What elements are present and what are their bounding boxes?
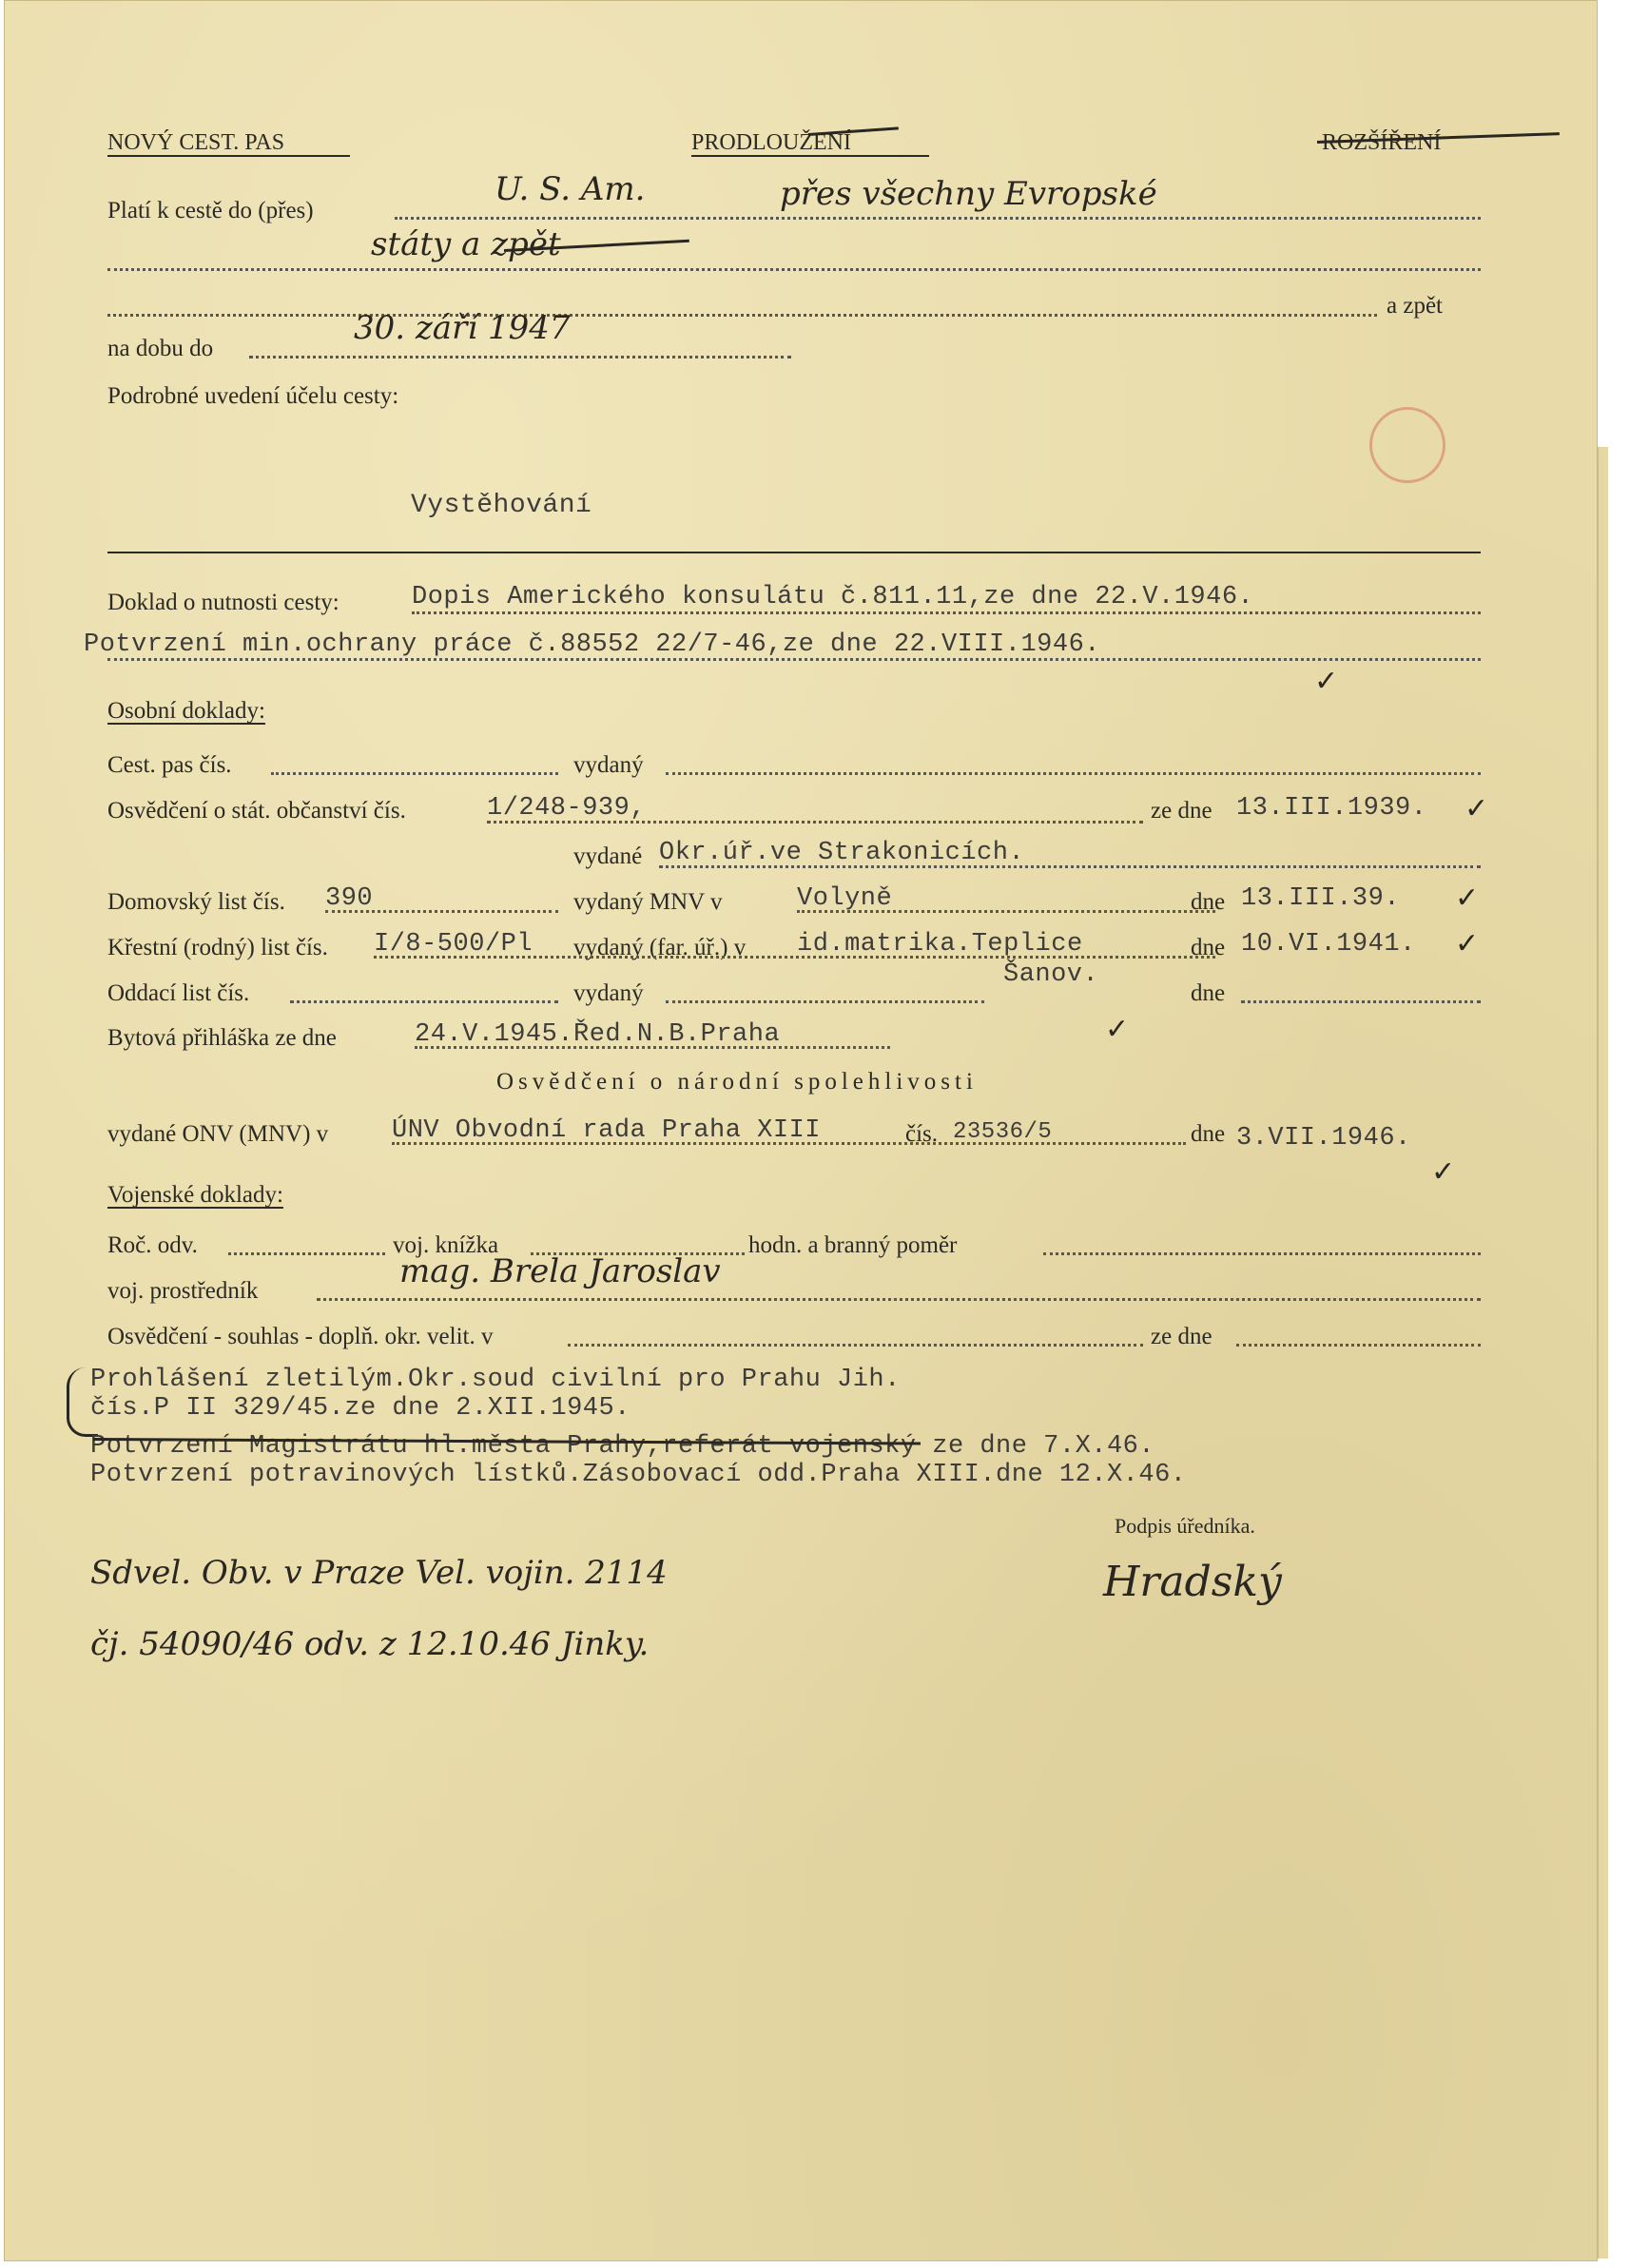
marriage-date-label: dne	[1191, 980, 1226, 1006]
military-heading: Vojenské doklady:	[107, 1182, 283, 1208]
dotted-line	[317, 1298, 1481, 1301]
necessity-line-1: Dopis Amerického konsulátu č.811.11,ze dne 22.V.1946.	[412, 583, 1254, 611]
baptism-date: 10.VI.1941.	[1241, 930, 1416, 959]
dotted-line	[392, 1142, 1186, 1145]
domicile-label: Domovský list čís.	[107, 889, 285, 915]
dotted-line	[374, 956, 1215, 959]
domicile-date-label: dne	[1191, 889, 1226, 915]
military-book-label: voj. knížka	[393, 1232, 499, 1258]
remark-line-1: Prohlášení zletilým.Okr.soud civilní pro Prahu Jih.	[90, 1366, 901, 1394]
domicile-no: 390	[325, 884, 374, 913]
residence-value: 24.V.1945.Řed.N.B.Praha	[415, 1020, 781, 1049]
reliability-heading: Osvědčení o národní spolehlivosti	[496, 1069, 978, 1095]
dotted-line	[271, 772, 558, 775]
header-underline-1	[107, 155, 350, 157]
check-mark: ✓	[1455, 927, 1480, 960]
domicile-date: 13.III.39.	[1241, 884, 1401, 913]
handwritten-destination: U. S. Am.	[495, 170, 646, 208]
header-new-passport: NOVÝ CEST. PAS	[107, 130, 285, 155]
check-mark: ✓	[1455, 882, 1480, 915]
marriage-label: Oddací list čís.	[107, 980, 250, 1006]
citizenship-label: Osvědčení o stát. občanství čís.	[107, 798, 406, 824]
handwritten-note-1: Sdvel. Obv. v Praze Vel. vojin. 2114	[90, 1554, 668, 1592]
issued-far-label: vydaný (far. úř.) v	[573, 935, 747, 960]
issued-f-label: vydané	[573, 843, 643, 869]
header-extension: PRODLOUŽENÍ	[691, 130, 851, 155]
paper-edge	[1598, 447, 1608, 2258]
dotted-line	[107, 314, 1377, 317]
dotted-line	[325, 910, 558, 913]
issued-mnv-label: vydaný MNV v	[573, 889, 723, 915]
dotted-line	[797, 910, 1215, 913]
check-mark: ✓	[1431, 1155, 1456, 1189]
issued-label: vydaný	[573, 752, 644, 778]
onv-date: 3.VII.1946.	[1236, 1124, 1411, 1153]
dotted-line	[412, 611, 1481, 614]
onv-label: vydané ONV (MNV) v	[107, 1121, 329, 1147]
dotted-line	[415, 1046, 890, 1049]
dotted-line	[1241, 1000, 1481, 1003]
remark-line-3: Potvrzení Magistrátu hl.města Prahy,referát vojenský ze dne 7.X.46.	[90, 1432, 1155, 1461]
citizenship-no: 1/248-939,	[487, 794, 647, 823]
passport-no-label: Cest. pas čís.	[107, 752, 232, 778]
onv-value: ÚNV Obvodní rada Praha XIII	[392, 1116, 821, 1145]
dotted-line	[395, 217, 1481, 220]
citizenship-issuer: Okr.úř.ve Strakonicích.	[659, 839, 1025, 867]
purpose-label: Podrobné uvedení účelu cesty:	[107, 383, 399, 409]
baptism-place-cont: Šanov.	[1003, 960, 1099, 989]
handwritten-note-2: čj. 54090/46 odv. z 12.10.46 Jinky.	[90, 1625, 650, 1663]
remark-line-2: čís.P II 329/45.ze dne 2.XII.1945.	[90, 1394, 630, 1423]
faint-stamp	[1369, 407, 1445, 483]
check-mark: ✓	[1314, 665, 1339, 698]
dotted-line	[666, 772, 1481, 775]
year-label: Roč. odv.	[107, 1232, 198, 1258]
residence-label: Bytová přihláška ze dne	[107, 1025, 337, 1051]
period-label: na dobu do	[107, 336, 214, 361]
dotted-line	[659, 865, 1481, 868]
onv-date-label: dne	[1191, 1121, 1226, 1147]
check-mark: ✓	[1105, 1013, 1130, 1046]
check-mark: ✓	[1465, 792, 1489, 825]
dotted-line	[666, 1000, 984, 1003]
dotted-line	[107, 658, 1481, 661]
handwritten-states: státy a zpět	[371, 225, 561, 263]
handwritten-period: 30. září 1947	[354, 309, 571, 347]
certificate-label: Osvědčení - souhlas - doplň. okr. velit. v	[107, 1324, 494, 1349]
baptism-date-label: dne	[1191, 935, 1226, 960]
baptism-no: I/8-500/Pl	[374, 930, 534, 959]
and-back-label: a zpět	[1387, 293, 1443, 319]
signature-label: Podpis úředníka.	[1115, 1514, 1255, 1538]
dotted-line	[107, 268, 1481, 271]
intermediary-label: voj. prostředník	[107, 1278, 259, 1304]
section-rule	[107, 552, 1481, 553]
necessity-line-2: Potvrzení min.ochrany práce č.88552 22/7-46,ze dne 22.VIII.1946.	[84, 630, 1100, 659]
dotted-line	[568, 1344, 1143, 1347]
rank-label: hodn. a branný poměr	[748, 1232, 958, 1258]
baptism-label: Křestní (rodný) list čís.	[107, 935, 328, 960]
remark-line-4: Potvrzení potravinových lístků.Zásobovací odd.Praha XIII.dne 12.X.46.	[90, 1461, 1187, 1489]
handwritten-intermediary: mag. Brela Jaroslav	[399, 1252, 721, 1290]
citizenship-from-label: ze dne	[1151, 798, 1212, 824]
onv-no-label: čís.	[905, 1121, 939, 1147]
dotted-line	[228, 1252, 385, 1255]
personal-docs-heading: Osobní doklady:	[107, 698, 265, 724]
valid-for-label: Platí k cestě do (přes)	[107, 198, 314, 223]
onv-no: 23536/5	[953, 1119, 1053, 1145]
domicile-place: Volyně	[797, 884, 893, 913]
dotted-line	[1043, 1252, 1481, 1255]
necessity-label: Doklad o nutnosti cesty:	[107, 590, 340, 615]
certificate-date-label: ze dne	[1151, 1324, 1212, 1349]
issued-label-2: vydaný	[573, 980, 644, 1006]
citizenship-date: 13.III.1939.	[1236, 794, 1427, 823]
dotted-line	[249, 356, 791, 359]
handwritten-via: přes všechny Evropské	[780, 175, 1157, 213]
baptism-place: id.matrika.Teplice	[797, 930, 1083, 959]
dotted-line	[487, 821, 1143, 824]
header-enlargement: ROZŠÍŘENÍ	[1322, 130, 1442, 155]
handwritten-signature: Hradský	[1103, 1558, 1282, 1606]
purpose-value: Vystěhování	[411, 491, 592, 520]
dotted-line	[1236, 1344, 1481, 1347]
header-underline-2	[691, 155, 929, 157]
dotted-line	[290, 1000, 558, 1003]
